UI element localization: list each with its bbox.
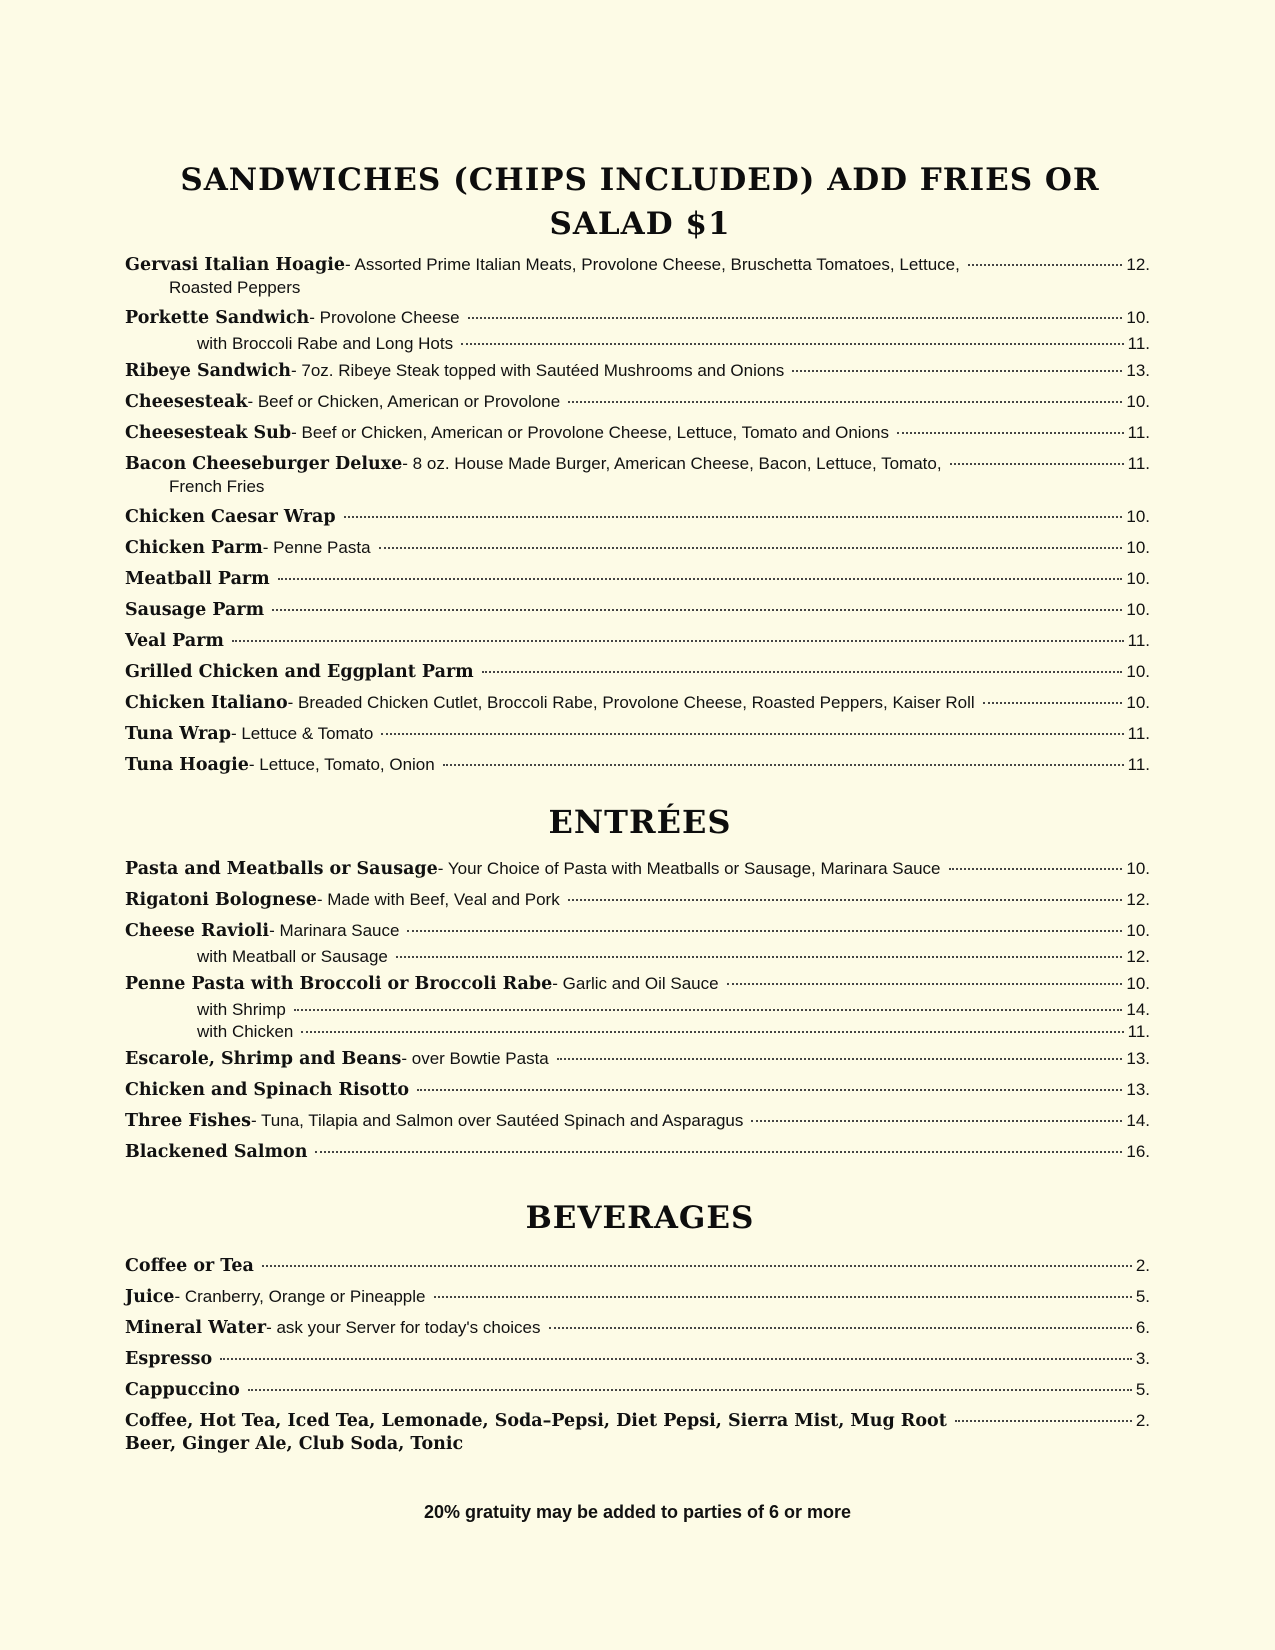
item-price: 11. <box>1127 724 1150 743</box>
menu-item <box>125 506 1150 528</box>
dot-leader <box>950 463 1124 465</box>
item-description: - Lettuce & Tomato <box>230 724 374 743</box>
item-price: 10. <box>1126 921 1150 940</box>
menu-item <box>125 599 1150 621</box>
menu-item-option <box>125 946 1150 967</box>
item-description: - Garlic and Oil Sauce <box>552 974 719 993</box>
item-name: Veal Parm <box>125 631 224 651</box>
item-price: 2. <box>1135 1411 1150 1430</box>
menu-item <box>125 858 1150 880</box>
menu-item <box>125 889 1150 911</box>
item-name: Grilled Chicken and Eggplant Parm <box>125 662 474 682</box>
item-name: Cheese Ravioli <box>125 921 270 941</box>
item-price: 11. <box>1127 631 1150 650</box>
option-description: with Shrimp <box>197 1000 286 1019</box>
dot-leader <box>278 578 1123 580</box>
item-description-continued: Roasted Peppers <box>169 278 301 297</box>
item-name: Chicken Caesar Wrap <box>125 507 336 527</box>
item-name: Blackened Salmon <box>125 1142 308 1162</box>
item-price: 12. <box>1126 947 1150 966</box>
menu-item <box>125 391 1150 413</box>
dot-leader <box>468 317 1123 319</box>
option-description: with Chicken <box>197 1022 294 1041</box>
item-name: Pasta and Meatballs or Sausage <box>125 859 438 879</box>
item-name: Escarole, Shrimp and Beans <box>125 1049 402 1069</box>
item-name: Porkette Sandwich <box>125 308 310 328</box>
dot-leader <box>461 343 1124 345</box>
menu-item <box>125 568 1150 590</box>
dot-leader <box>379 547 1123 549</box>
dot-leader <box>272 609 1122 611</box>
item-name: Rigatoni Bolognese <box>125 890 317 910</box>
item-name: Chicken Italiano <box>125 693 288 713</box>
menu-item-option <box>125 999 1150 1020</box>
menu-item <box>125 1255 1150 1277</box>
item-name: Three Fishes <box>125 1111 251 1131</box>
gratuity-note: 20% gratuity may be added to parties of 6 or more <box>423 1502 852 1522</box>
menu-item <box>125 1348 1150 1370</box>
item-price: 12. <box>1126 890 1150 909</box>
item-name: Bacon Cheeseburger Deluxe <box>125 454 403 474</box>
item-price: 14. <box>1126 1111 1150 1130</box>
dot-leader <box>407 930 1122 932</box>
item-price: 5. <box>1135 1380 1150 1399</box>
dot-leader <box>381 733 1123 735</box>
menu-item <box>125 692 1150 714</box>
item-price: 11. <box>1127 755 1150 774</box>
item-price: 10. <box>1126 569 1150 588</box>
menu-item <box>125 422 1150 444</box>
item-name: Espresso <box>125 1349 213 1369</box>
menu-item <box>125 920 1150 942</box>
dot-leader <box>727 983 1123 985</box>
item-price: 11. <box>1127 1022 1150 1041</box>
option-description: with Broccoli Rabe and Long Hots <box>197 334 454 353</box>
item-name: Juice <box>125 1287 175 1307</box>
item-name: Meatball Parm <box>125 569 270 589</box>
item-name: Cappuccino <box>125 1380 240 1400</box>
item-name: Sausage Parm <box>125 600 265 620</box>
option-description: with Meatball or Sausage <box>197 947 388 966</box>
item-description: - Beef or Chicken, American or Provolone Cheese, Lettuce, Tomato and Onions <box>291 423 889 442</box>
dot-leader <box>248 1389 1132 1391</box>
item-price: 10. <box>1126 662 1150 681</box>
item-name: Coffee, Hot Tea, Iced Tea, Lemonade, Soda–Pepsi, Diet Pepsi, Sierra Mist, Mug Root <box>125 1411 947 1431</box>
item-description: - Breaded Chicken Cutlet, Broccoli Rabe, Provolone Cheese, Roasted Peppers, Kaiser Roll <box>287 693 975 712</box>
menu-item <box>125 1141 1150 1163</box>
dot-leader <box>968 264 1122 266</box>
menu-item <box>125 1410 1150 1432</box>
item-description: - over Bowtie Pasta <box>401 1049 549 1068</box>
item-description: - ask your Server for today's choices <box>266 1318 541 1337</box>
item-name: Tuna Wrap <box>125 724 231 744</box>
dot-leader <box>417 1089 1122 1091</box>
sandwiches-list <box>125 254 1150 785</box>
item-name: Chicken Parm <box>125 538 263 558</box>
dot-leader <box>294 1009 1123 1011</box>
item-description: - Made with Beef, Veal and Pork <box>316 890 560 909</box>
item-description: - Marinara Sauce <box>269 921 400 940</box>
item-price: 10. <box>1126 392 1150 411</box>
item-name: Ribeye Sandwich <box>125 361 291 381</box>
item-price: 10. <box>1126 507 1150 526</box>
menu-item <box>125 723 1150 745</box>
item-description: - 8 oz. House Made Burger, American Cheese, Bacon, Lettuce, Tomato, <box>402 454 942 473</box>
dot-leader <box>568 899 1123 901</box>
item-description: - 7oz. Ribeye Steak topped with Sautéed Mushrooms and Onions <box>291 361 785 380</box>
dot-leader <box>344 516 1123 518</box>
dot-leader <box>751 1120 1122 1122</box>
item-name: Penne Pasta with Broccoli or Broccoli Rabe <box>125 974 553 994</box>
item-description: - Beef or Chicken, American or Provolone <box>247 392 561 411</box>
menu-item <box>125 1048 1150 1070</box>
entrees-list <box>125 858 1150 1172</box>
menu-item <box>125 307 1150 329</box>
item-price: 13. <box>1126 1080 1150 1099</box>
item-description: - Your Choice of Pasta with Meatballs or Sausage, Marinara Sauce <box>437 859 941 878</box>
item-price: 14. <box>1126 1000 1150 1019</box>
item-price: 13. <box>1126 1049 1150 1068</box>
menu-item <box>125 1286 1150 1308</box>
dot-leader <box>557 1058 1123 1060</box>
menu-item-option <box>125 333 1150 354</box>
menu-item <box>125 1379 1150 1401</box>
item-price: 5. <box>1135 1287 1150 1306</box>
dot-leader <box>434 1296 1132 1298</box>
menu-item <box>125 661 1150 683</box>
item-name: Chicken and Spinach Risotto <box>125 1080 410 1100</box>
menu-item <box>125 537 1150 559</box>
menu-item <box>125 254 1150 276</box>
dot-leader <box>949 868 1123 870</box>
dot-leader <box>955 1420 1132 1422</box>
item-price: 2. <box>1135 1256 1150 1275</box>
dot-leader <box>232 640 1124 642</box>
dot-leader <box>315 1151 1122 1153</box>
beverages-list <box>125 1255 1150 1455</box>
item-name: Cheesesteak Sub <box>125 423 292 443</box>
item-name-continued: Beer, Ginger Ale, Club Soda, Tonic <box>125 1434 464 1454</box>
dot-leader <box>220 1358 1132 1360</box>
item-price: 10. <box>1126 974 1150 993</box>
item-price: 12. <box>1126 255 1150 274</box>
menu-item <box>125 453 1150 475</box>
item-price: 10. <box>1126 693 1150 712</box>
item-price: 10. <box>1126 859 1150 878</box>
item-price: 10. <box>1126 600 1150 619</box>
menu-item <box>125 1110 1150 1132</box>
item-price: 16. <box>1126 1142 1150 1161</box>
dot-leader <box>549 1327 1132 1329</box>
item-price: 11. <box>1127 334 1150 353</box>
dot-leader <box>983 702 1123 704</box>
item-description: - Cranberry, Orange or Pineapple <box>174 1287 426 1306</box>
item-description: - Assorted Prime Italian Meats, Provolone Cheese, Bruschetta Tomatoes, Lettuce, <box>345 255 960 274</box>
dot-leader <box>443 764 1124 766</box>
entrees-heading: ENTRÉES <box>548 803 732 841</box>
item-price: 6. <box>1135 1318 1150 1337</box>
item-price: 3. <box>1135 1349 1150 1368</box>
menu-item <box>125 630 1150 652</box>
menu-item <box>125 754 1150 776</box>
item-price: 11. <box>1127 423 1150 442</box>
menu-item <box>125 360 1150 382</box>
item-name: Coffee or Tea <box>125 1256 254 1276</box>
dot-leader <box>396 956 1122 958</box>
dot-leader <box>262 1265 1132 1267</box>
menu-item <box>125 1079 1150 1101</box>
item-name: Mineral Water <box>125 1318 267 1338</box>
menu-item-option <box>125 1021 1150 1042</box>
item-description: - Penne Pasta <box>262 538 371 557</box>
beverages-heading: BEVERAGES <box>525 1200 755 1236</box>
dot-leader <box>792 370 1122 372</box>
item-description: - Tuna, Tilapia and Salmon over Sautéed Spinach and Asparagus <box>250 1111 744 1130</box>
dot-leader <box>482 671 1123 673</box>
item-price: 10. <box>1126 538 1150 557</box>
item-price: 13. <box>1126 361 1150 380</box>
item-name: Gervasi Italian Hoagie <box>125 255 346 275</box>
item-description: - Lettuce, Tomato, Onion <box>248 755 435 774</box>
item-name: Tuna Hoagie <box>125 755 249 775</box>
item-price: 10. <box>1126 308 1150 327</box>
item-name: Cheesesteak <box>125 392 248 412</box>
dot-leader <box>301 1031 1123 1033</box>
sandwiches-heading: SANDWICHES (CHIPS INCLUDED) ADD FRIES OR SALAD $1 <box>180 162 1100 242</box>
item-description: - Provolone Cheese <box>309 308 460 327</box>
dot-leader <box>568 401 1122 403</box>
item-price: 11. <box>1127 454 1150 473</box>
dot-leader <box>897 432 1124 434</box>
menu-item <box>125 1317 1150 1339</box>
item-description-continued: French Fries <box>169 477 265 496</box>
menu-item <box>125 973 1150 995</box>
